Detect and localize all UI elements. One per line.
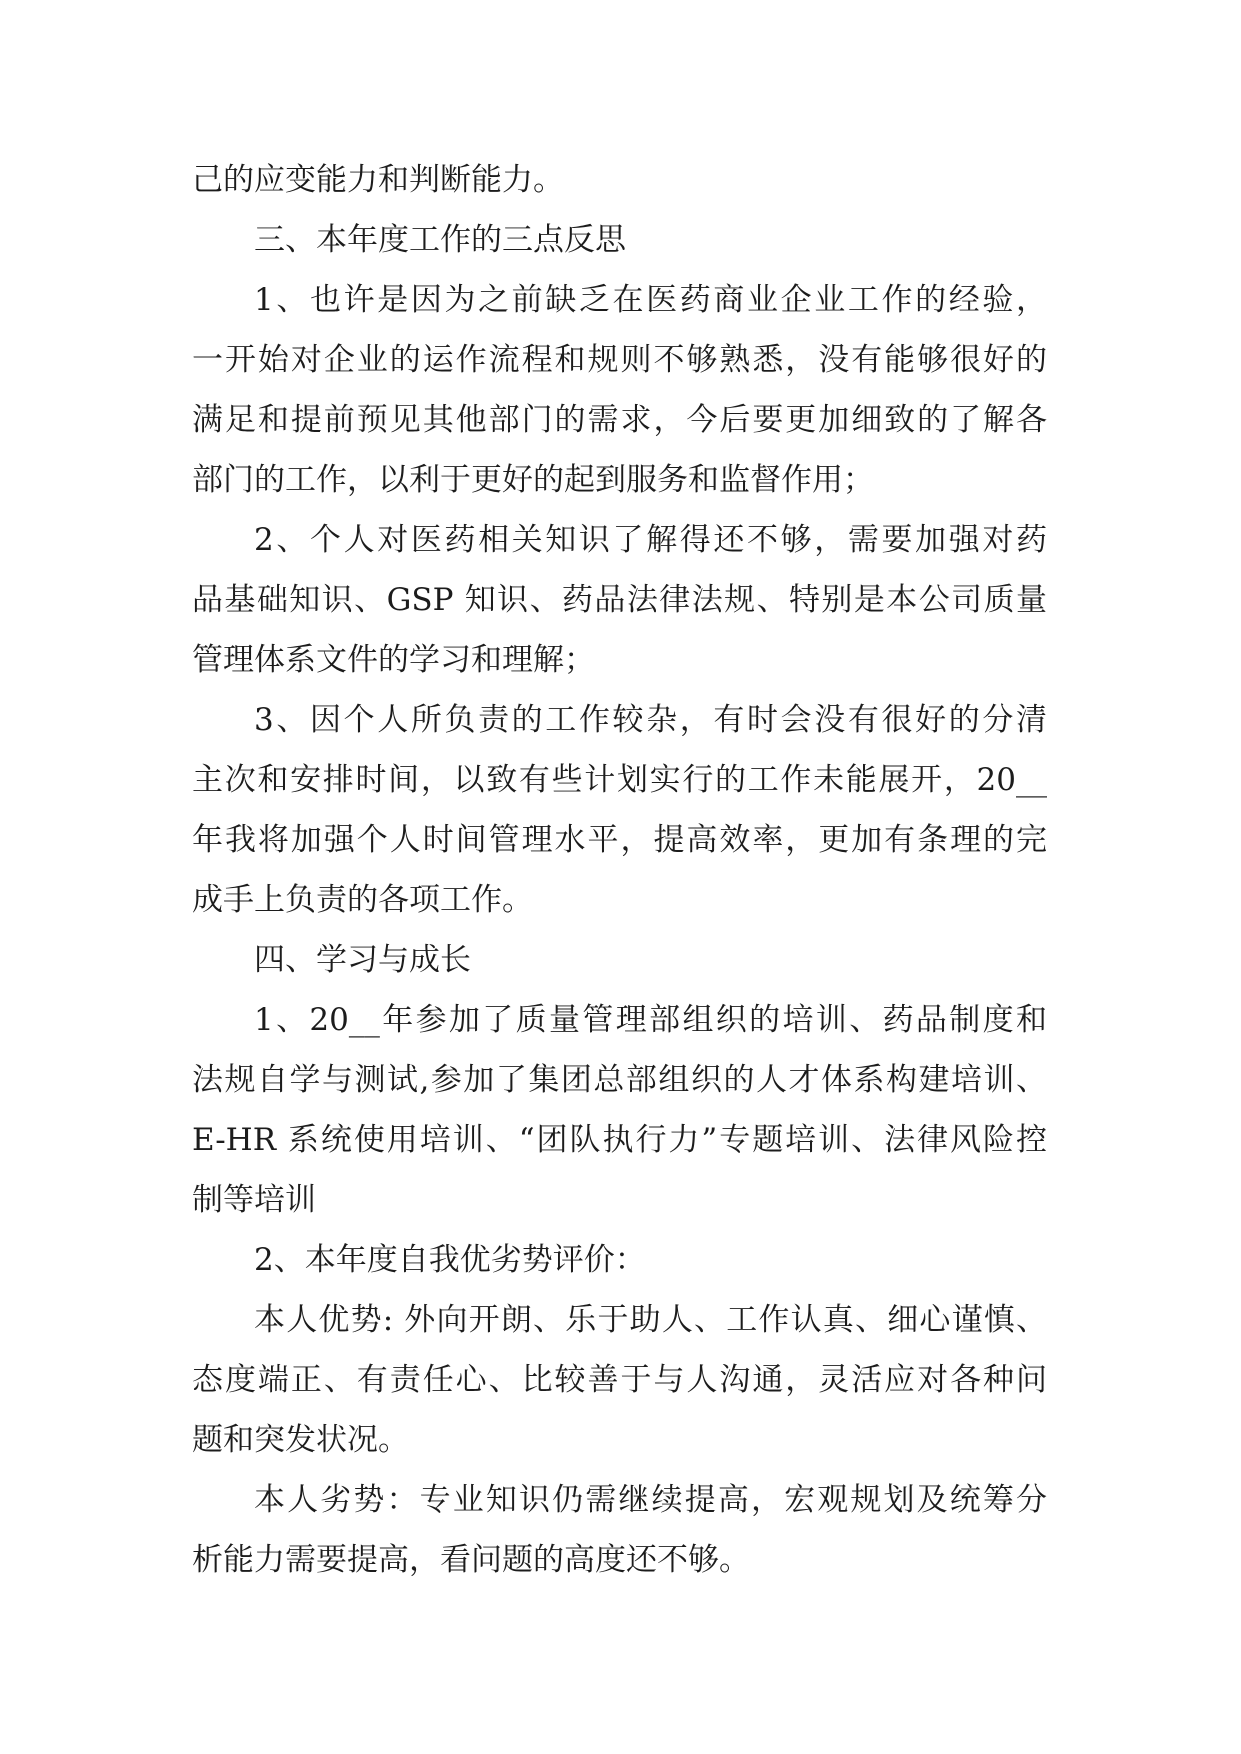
text-line: 态度端正、有责任心、比较善于与人沟通，灵活应对各种问 (192, 1362, 1047, 1398)
text-line: 2、本年度自我优劣势评价： (254, 1242, 646, 1278)
text-line: 析能力需要提高，看问题的高度还不够。 (192, 1542, 750, 1578)
text-line: 己的应变能力和判断能力。 (192, 162, 564, 198)
text-line: 本人劣势：专业知识仍需继续提高，宏观规划及统筹分 (254, 1482, 1047, 1518)
text-line: 1、也许是因为之前缺乏在医药商业企业工作的经验， (254, 282, 1047, 318)
text-line: 制等培训 (192, 1182, 316, 1218)
text-line: 品基础知识、GSP 知识、药品法律法规、特别是本公司质量 (192, 582, 1047, 618)
text-line: 四、学习与成长 (254, 942, 471, 978)
text-line: 本人优势: 外向开朗、乐于助人、工作认真、细心谨慎、 (254, 1302, 1047, 1338)
text-line: 管理体系文件的学习和理解； (192, 642, 595, 678)
text-line: 2、个人对医药相关知识了解得还不够，需要加强对药 (254, 522, 1047, 558)
text-line: 法规自学与测试,参加了集团总部组织的人才体系构建培训、 (192, 1062, 1047, 1098)
text-line: 成手上负责的各项工作。 (192, 882, 533, 918)
text-line: 3、因个人所负责的工作较杂，有时会没有很好的分清 (254, 702, 1047, 738)
text-line: 题和突发状况。 (192, 1422, 409, 1458)
text-line: 满足和提前预见其他部门的需求，今后要更加细致的了解各 (192, 402, 1047, 438)
text-line: E-HR 系统使用培训、“团队执行力”专题培训、法律风险控 (192, 1122, 1047, 1158)
text-line: 主次和安排时间，以致有些计划实行的工作未能展开，20__ (192, 762, 1047, 798)
text-line: 一开始对企业的运作流程和规则不够熟悉，没有能够很好的 (192, 342, 1047, 378)
text-line: 年我将加强个人时间管理水平，提高效率，更加有条理的完 (192, 822, 1047, 858)
document-page (192, 150, 1047, 1590)
document-body (192, 150, 1047, 1590)
text-line: 部门的工作，以利于更好的起到服务和监督作用； (192, 462, 874, 498)
text-line: 1、20__年参加了质量管理部组织的培训、药品制度和 (254, 1002, 1047, 1038)
text-line: 三、本年度工作的三点反思 (254, 222, 626, 258)
